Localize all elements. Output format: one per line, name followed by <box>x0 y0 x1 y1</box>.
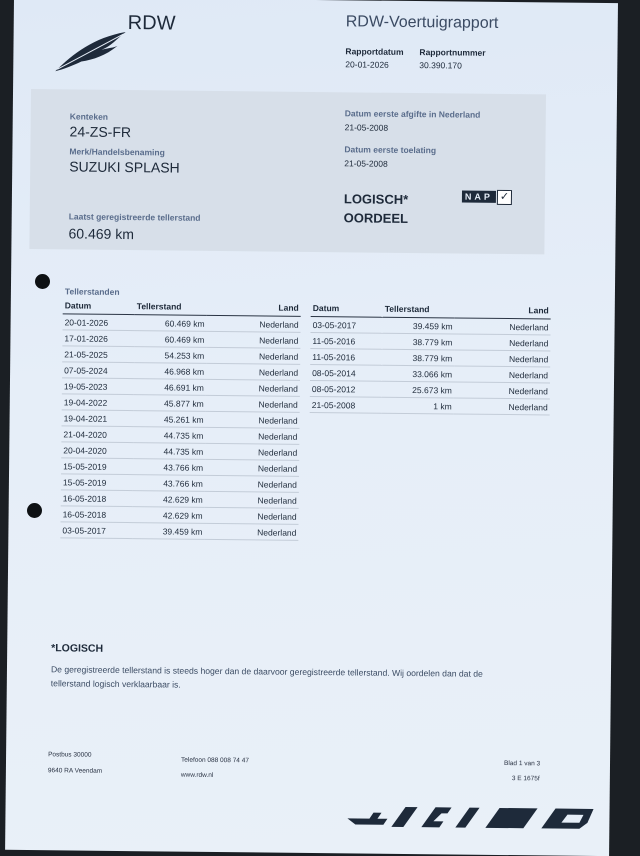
footer-page: Blad 1 van 3 <box>503 760 541 768</box>
reading-km: 54.253 km <box>134 347 206 364</box>
reading-date: 08-05-2012 <box>310 380 382 397</box>
footnote-line1: De geregistreerde tellerstand is steeds hoger dan de daarvoor geregistreerde tellerstand. Wij oordelen dan dat de <box>50 664 483 679</box>
reading-km: 60.469 km <box>135 315 207 332</box>
report-title: RDW-Voertuigrapport <box>345 13 499 32</box>
reading-land: Nederland <box>206 347 300 364</box>
reading-km: 60.469 km <box>134 331 206 348</box>
readings-table-right <box>310 302 551 416</box>
table-row <box>60 522 298 540</box>
reading-date: 16-05-2018 <box>61 506 133 523</box>
oordeel-line2: OORDEEL <box>343 210 409 226</box>
reading-land: Nederland <box>206 411 300 428</box>
reading-land: Nederland <box>205 443 299 460</box>
column-header-datum: Datum <box>63 299 135 314</box>
toelating-label: Datum eerste toelating <box>344 144 437 156</box>
reading-km: 43.766 km <box>133 475 205 492</box>
footnote-title: *LOGISCH <box>51 642 104 655</box>
reading-date: 21-05-2008 <box>310 396 382 413</box>
reading-date: 21-05-2025 <box>62 346 134 363</box>
footnote-line2: tellerstand logisch verklaarbaar is. <box>50 678 181 690</box>
rapportdatum-label: Rapportdatum <box>345 46 404 57</box>
report-page <box>5 0 618 856</box>
reading-date: 08-05-2014 <box>310 364 382 381</box>
merk-value: SUZUKI SPLASH <box>69 158 180 176</box>
reading-km: 45.877 km <box>134 395 206 412</box>
rapportdatum-value: 20-01-2026 <box>345 59 389 70</box>
reading-land: Nederland <box>454 382 550 399</box>
reading-date: 11-05-2016 <box>310 332 382 349</box>
reading-date: 17-01-2026 <box>62 330 134 347</box>
afgifte-value: 21-05-2008 <box>344 122 389 133</box>
reading-land: Nederland <box>206 363 300 380</box>
reading-date: 03-05-2017 <box>311 316 383 333</box>
reading-date: 19-04-2022 <box>62 394 134 411</box>
kenteken-value: 24-ZS-FR <box>69 123 132 141</box>
oordeel-line1: LOGISCH* <box>343 191 409 207</box>
checkmark-icon: ✓ <box>497 189 512 204</box>
reading-km: 38.779 km <box>382 349 454 366</box>
reading-date: 15-05-2019 <box>61 474 133 491</box>
reading-land: Nederland <box>206 379 300 396</box>
readings-table-left <box>60 299 300 540</box>
reading-land: Nederland <box>206 331 300 348</box>
reading-land: Nederland <box>205 507 299 524</box>
reading-land: Nederland <box>454 334 550 351</box>
rapportnummer-label: Rapportnummer <box>419 47 486 58</box>
reading-km: 38.779 km <box>382 333 454 350</box>
reading-date: 03-05-2017 <box>60 522 132 539</box>
column-header-land: Land <box>207 301 301 316</box>
footer-address: 9640 RA Veendam <box>47 767 103 775</box>
reading-land: Nederland <box>454 366 550 383</box>
reading-land: Nederland <box>204 523 298 540</box>
reading-land: Nederland <box>207 315 301 332</box>
reading-land: Nederland <box>206 395 300 412</box>
reading-land: Nederland <box>205 459 299 476</box>
reading-land: Nederland <box>205 475 299 492</box>
reading-km: 45.261 km <box>134 411 206 428</box>
footer-telefoon: Telefoon 088 008 74 47 <box>180 756 250 765</box>
merk-label: Merk/Handelsbenaming <box>69 146 165 158</box>
column-header-tellerstand: Tellerstand <box>383 303 455 318</box>
reading-km: 39.459 km <box>383 317 455 334</box>
rapportnummer-value: 30.390.170 <box>419 60 462 71</box>
binder-hole-top <box>35 274 50 289</box>
nap-text: NAP <box>462 191 496 203</box>
reading-km: 39.459 km <box>132 523 204 540</box>
reading-date: 21-04-2020 <box>61 426 133 443</box>
feather-logo-icon <box>53 23 134 74</box>
tellerstanden-title: Tellerstanden <box>64 286 120 297</box>
column-header-tellerstand: Tellerstand <box>135 300 207 315</box>
table-row <box>310 396 550 415</box>
reading-km: 46.968 km <box>134 363 206 380</box>
reading-km: 46.691 km <box>134 379 206 396</box>
footer-code: 3 E 1675f <box>511 775 540 783</box>
reading-km: 25.673 km <box>382 381 454 398</box>
reading-km: 44.735 km <box>133 443 205 460</box>
nap-badge <box>462 190 512 205</box>
reading-land: Nederland <box>205 491 299 508</box>
reading-land: Nederland <box>454 398 550 415</box>
footer-stripes-logo-icon <box>347 800 597 837</box>
reading-date: 20-01-2026 <box>63 314 135 331</box>
reading-km: 43.766 km <box>133 459 205 476</box>
reading-km: 1 km <box>382 397 454 414</box>
reading-date: 15-05-2019 <box>61 458 133 475</box>
reading-km: 42.629 km <box>133 491 205 508</box>
kenteken-label: Kenteken <box>69 111 109 122</box>
reading-land: Nederland <box>205 427 299 444</box>
footer-website: www.rdw.nl <box>180 771 214 779</box>
reading-km: 42.629 km <box>133 507 205 524</box>
toelating-value: 21-05-2008 <box>344 158 388 169</box>
reading-land: Nederland <box>455 318 551 335</box>
column-header-datum: Datum <box>311 302 383 317</box>
reading-land: Nederland <box>454 350 550 367</box>
reading-date: 19-04-2021 <box>62 410 134 427</box>
reading-km: 44.735 km <box>133 427 205 444</box>
column-header-land: Land <box>455 303 551 319</box>
tellerstand-label: Laatst geregistreerde tellerstand <box>68 211 201 223</box>
logo-text: RDW <box>127 12 176 35</box>
reading-km: 33.066 km <box>382 365 454 382</box>
afgifte-label: Datum eerste afgifte in Nederland <box>344 108 481 120</box>
footer-postbus: Postbus 30000 <box>48 751 92 759</box>
reading-date: 11-05-2016 <box>310 348 382 365</box>
rdw-logo <box>53 11 204 73</box>
reading-date: 16-05-2018 <box>61 490 133 507</box>
binder-hole-bottom <box>27 503 42 518</box>
reading-date: 20-04-2020 <box>61 442 133 459</box>
tellerstand-value: 60.469 km <box>68 225 134 243</box>
reading-date: 19-05-2023 <box>62 378 134 395</box>
reading-date: 07-05-2024 <box>62 362 134 379</box>
